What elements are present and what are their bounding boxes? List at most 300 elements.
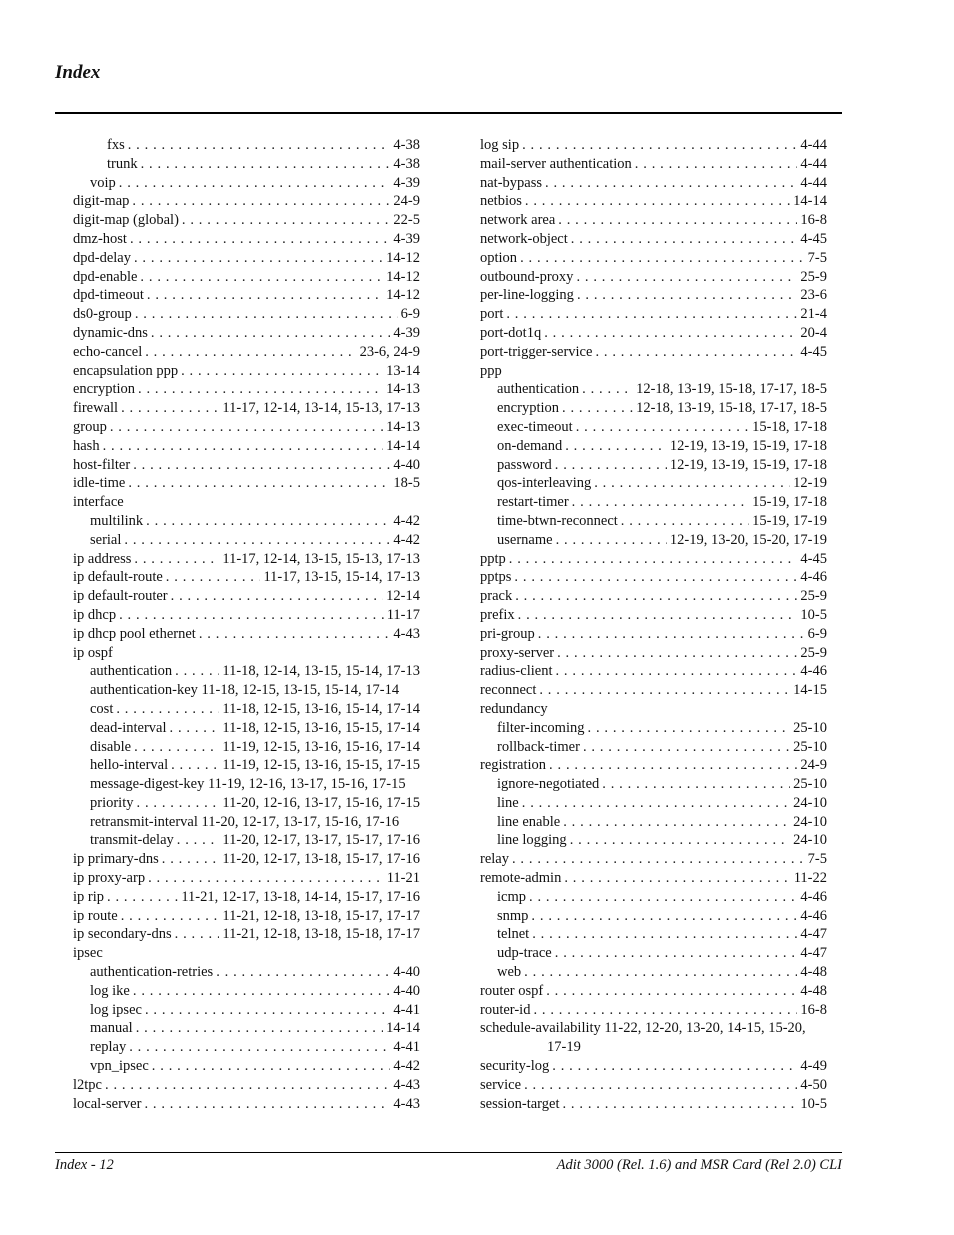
dot-leader [539,681,790,700]
index-term: ip ospf [73,644,113,661]
index-page-refs: 25-10 [793,738,827,755]
dot-leader [145,1001,390,1020]
dot-leader [121,399,219,418]
dot-leader [124,531,390,550]
index-term: ds0-group [73,306,132,323]
dot-leader [175,925,220,944]
index-entry [73,681,420,700]
index-entry [73,606,420,625]
index-page-refs: 4-45 [800,230,827,247]
dot-leader [588,719,791,738]
index-page-refs: 14-14 [386,437,420,454]
dot-leader [557,644,797,663]
index-page-refs: 14-12 [386,249,420,266]
index-term: disable [90,738,132,755]
index-entry [73,831,420,850]
index-term: serial [90,531,122,548]
index-term: hash [73,437,100,454]
dot-leader [570,831,790,850]
index-term: ip default-route [73,569,163,586]
index-entry [480,550,827,569]
index-entry [480,907,827,926]
index-term: radius-client [480,663,553,680]
index-term: ip dhcp [73,606,117,623]
index-entry [480,719,827,738]
index-entry [73,362,420,381]
index-entry [73,1095,420,1114]
index-term: session-target [480,1095,560,1112]
index-term: encapsulation ppp [73,362,179,379]
index-term: ppp [480,362,502,379]
dot-leader [562,1095,797,1114]
index-entry [480,587,827,606]
index-page-refs: 4-39 [393,324,420,341]
dot-leader [514,568,797,587]
dot-leader [103,437,384,456]
index-page-refs: 4-46 [800,663,827,680]
index-term: username [497,531,553,548]
index-page-refs: 14-13 [386,418,420,435]
index-term: hello-interval [90,757,169,774]
index-term: router-id [480,1001,531,1018]
index-page-refs: 23-6 [800,287,827,304]
index-entry [73,474,420,493]
index-term: nat-bypass [480,174,543,191]
index-page-refs: 11-20, 12-17, 13-17, 15-17, 17-16 [222,832,420,849]
index-term: on-demand [497,437,563,454]
dot-leader [146,512,390,531]
index-term: snmp [497,907,529,924]
index-column-left [73,136,420,1113]
dot-leader [544,324,797,343]
index-term: udp-trace [497,945,552,962]
index-page-refs: 4-46 [800,569,827,586]
dot-leader [520,249,805,268]
index-page-refs: 15-18, 17-18 [752,418,827,435]
index-term: authentication-retries [90,964,214,981]
dot-leader [512,850,805,869]
index-page-refs: 12-19, 13-19, 15-19, 17-18 [669,437,827,454]
index-entry [480,362,827,381]
index-page-refs: 20-4 [800,324,827,341]
dot-leader [576,418,749,437]
index-entry [480,775,827,794]
index-term: trunk [107,155,138,172]
index-entry [73,174,420,193]
index-term: ip route [73,907,118,924]
index-page-refs: 12-19, 13-19, 15-19, 17-18 [669,456,827,473]
index-entry [73,662,420,681]
index-page-refs: 7-5 [807,851,827,868]
index-entry [73,343,420,362]
index-entry [73,850,420,869]
dot-leader [141,155,391,174]
index-page-refs: 11-21 [386,870,420,887]
dot-leader [121,907,220,926]
index-entry [480,681,827,700]
page-header-title: Index [55,62,101,83]
index-entry [73,963,420,982]
index-term: ip default-router [73,588,168,605]
index-entry [73,399,420,418]
dot-leader [533,1001,797,1020]
index-page-refs: 4-42 [393,512,420,529]
index-page-refs: 11-19, 12-15, 13-16, 15-16, 17-14 [222,738,420,755]
index-term: icmp [497,888,526,905]
index-term: web [497,964,522,981]
dot-leader [182,211,391,230]
index-page-refs: 4-38 [393,155,420,172]
dot-leader [577,286,797,305]
index-entry [480,343,827,362]
index-entry [73,155,420,174]
dot-leader [525,192,790,211]
index-page-refs: 16-8 [800,1001,827,1018]
index-page-refs: 11-18, 12-15, 13-16, 15-14, 17-14 [222,700,420,717]
dot-leader [509,550,798,569]
dot-leader [524,1076,797,1095]
index-page-refs: 14-12 [386,287,420,304]
index-page-refs: 15-19, 17-19 [752,512,827,529]
index-term: transmit-delay [90,832,174,849]
index-entry [73,1057,420,1076]
index-entry [480,512,827,531]
footer-page-label: Index - 12 [55,1157,114,1173]
index-page-refs: 21-4 [800,306,827,323]
index-term: ip primary-dns [73,851,159,868]
index-page-refs: 14-14 [386,1020,420,1037]
dot-leader [171,756,219,775]
index-term: restart-timer [497,494,569,511]
index-entry [480,192,827,211]
dot-leader [181,362,383,381]
index-page-refs: 4-47 [800,945,827,962]
dot-leader [119,174,391,193]
index-term: redundancy [480,700,548,717]
index-term: ipsec [73,945,103,962]
index-entry [480,982,827,1001]
index-term: dpd-enable [73,268,138,285]
index-page-refs: 14-13 [386,381,420,398]
index-page-refs: 11-17 [386,606,420,623]
index-term: dead-interval [90,719,167,736]
index-entry [480,136,827,155]
dot-leader [152,1057,391,1076]
index-page-refs: 4-46 [800,888,827,905]
index-entry [480,493,827,512]
index-term: ip proxy-arp [73,870,146,887]
index-page-refs: 4-48 [800,964,827,981]
footer-document-title: Adit 3000 (Rel. 1.6) and MSR Card (Rel 2.0) CLI [556,1157,842,1173]
index-entry [480,944,827,963]
dot-leader [555,456,667,475]
dot-leader [133,456,390,475]
index-term: encryption [73,381,136,398]
dot-leader [621,512,749,531]
index-entry [480,700,827,719]
index-term: voip [90,174,116,191]
index-entry [73,268,420,287]
index-term: security-log [480,1058,550,1075]
index-page-refs: 11-17, 12-14, 13-15, 15-13, 17-13 [222,550,420,567]
index-term: line [497,794,519,811]
index-page-refs: 11-22 [793,870,827,887]
index-term: 17-19 [547,1039,581,1056]
index-term: idle-time [73,475,126,492]
index-entry [480,474,827,493]
index-term: pptps [480,569,512,586]
dot-leader [552,1057,797,1076]
index-term: rollback-timer [497,738,580,755]
dot-leader [583,738,790,757]
index-page-refs: 4-43 [393,1095,420,1112]
dot-leader [119,606,384,625]
index-page-refs: 12-18, 13-19, 15-18, 17-17, 18-5 [636,381,827,398]
index-term: cost [90,700,114,717]
index-page-refs: 25-10 [793,776,827,793]
index-page-refs: 4-42 [393,1058,420,1075]
dot-leader [565,437,667,456]
index-term: outbound-proxy [480,268,574,285]
index-entry [73,1076,420,1095]
index-entry [73,493,420,512]
index-entry [73,456,420,475]
index-page-refs: 4-42 [393,531,420,548]
index-page-refs: 4-43 [393,1076,420,1093]
dot-leader [555,662,797,681]
index-entry [480,963,827,982]
index-term: prack [480,588,513,605]
dot-leader [137,794,220,813]
dot-leader [531,907,797,926]
index-entry [73,249,420,268]
index-entry [480,568,827,587]
dot-leader [166,568,261,587]
index-entry [480,418,827,437]
index-entry [73,719,420,738]
dot-leader [133,982,391,1001]
index-term: group [73,418,107,435]
index-term: message-digest-key 11-19, 12-16, 13-17, 15-16, 17-15 [90,776,406,793]
index-column-right [480,136,827,1113]
index-entry [73,625,420,644]
index-page-refs: 4-40 [393,982,420,999]
index-term: mail-server authentication [480,155,632,172]
index-entry [480,1057,827,1076]
dot-leader [147,286,383,305]
index-page-refs: 4-41 [393,1039,420,1056]
index-term: ip address [73,550,132,567]
index-entry [73,211,420,230]
index-term: priority [90,794,134,811]
index-entry [480,437,827,456]
dot-leader [130,230,390,249]
index-page-refs: 4-43 [393,625,420,642]
index-term: remote-admin [480,870,562,887]
index-page-refs: 11-18, 12-15, 13-16, 15-15, 17-14 [222,719,420,736]
index-term: dpd-timeout [73,287,144,304]
index-term: router ospf [480,982,544,999]
dot-leader [518,606,798,625]
index-term: per-line-logging [480,287,574,304]
index-entry [480,155,827,174]
dot-leader [545,174,797,193]
index-page-refs: 12-19, 13-20, 15-20, 17-19 [669,531,827,548]
dot-leader [564,869,790,888]
index-entry [480,1001,827,1020]
dot-leader [134,738,219,757]
index-page-refs: 10-5 [800,1095,827,1112]
index-entry [480,831,827,850]
index-page-refs: 4-44 [800,137,827,153]
index-entry [480,249,827,268]
index-term: ip secondary-dns [73,926,172,943]
index-term: time-btwn-reconnect [497,512,618,529]
index-entry [480,531,827,550]
index-term: manual [90,1020,133,1037]
index-page-refs: 7-5 [807,249,827,266]
index-entry [73,794,420,813]
dot-leader [170,719,220,738]
index-entry [73,944,420,963]
index-page-refs: 15-19, 17-18 [752,494,827,511]
index-term: authentication [90,663,173,680]
index-term: host-filter [73,456,131,473]
index-term: dpd-delay [73,249,131,266]
index-entry [73,869,420,888]
index-page-refs: 25-9 [800,268,827,285]
dot-leader [144,1095,390,1114]
index-term: log ipsec [90,1001,142,1018]
index-term: line logging [497,832,567,849]
dot-leader [145,343,356,362]
index-entry [73,380,420,399]
dot-leader [546,982,797,1001]
dot-leader [532,925,797,944]
index-entry [480,794,827,813]
index-page-refs: 4-40 [393,964,420,981]
index-entry [73,305,420,324]
index-page-refs: 11-21, 12-18, 13-18, 15-18, 17-17 [222,926,420,943]
index-entry [73,1019,420,1038]
index-page-refs: 18-5 [393,475,420,492]
index-entry [73,324,420,343]
index-term: fxs [107,137,125,153]
index-entry [73,700,420,719]
index-page-refs: 12-14 [386,588,420,605]
dot-leader [105,1076,390,1095]
index-term: digit-map (global) [73,212,179,229]
index-term: prefix [480,606,515,623]
index-term: port-trigger-service [480,343,593,360]
index-entry [73,1001,420,1020]
index-page-refs: 11-17, 12-14, 13-14, 15-13, 17-13 [222,400,420,417]
index-entry [73,418,420,437]
index-entry [480,1038,827,1057]
dot-leader [116,700,219,719]
index-entry [480,925,827,944]
index-term: service [480,1076,522,1093]
index-entry [73,531,420,550]
index-entry [480,869,827,888]
index-term: l2tpc [73,1076,102,1093]
index-entry [73,982,420,1001]
dot-leader [216,963,390,982]
index-page-refs: 6-9 [807,625,827,642]
dot-leader [135,305,398,324]
index-entry [480,380,827,399]
index-term: pptp [480,550,506,567]
index-entry [73,925,420,944]
index-page-refs: 14-12 [386,268,420,285]
index-term: dynamic-dns [73,324,148,341]
index-entry [480,174,827,193]
index-page-refs: 4-40 [393,456,420,473]
index-page-refs: 11-20, 12-17, 13-18, 15-17, 17-16 [222,851,420,868]
index-page-refs: 11-21, 12-18, 13-18, 15-17, 17-17 [222,907,420,924]
index-entry [73,775,420,794]
index-entry [73,437,420,456]
index-page-refs: 4-38 [393,137,420,153]
index-page-refs: 4-49 [800,1058,827,1075]
index-entry [73,813,420,832]
index-entry [480,286,827,305]
index-page-refs: 25-9 [800,644,827,661]
index-page-refs: 10-5 [800,606,827,623]
dot-leader [571,230,798,249]
index-page-refs: 24-9 [393,193,420,210]
index-entry [73,568,420,587]
dot-leader [515,587,797,606]
index-term: netbios [480,193,522,210]
dot-leader [538,625,805,644]
index-term: filter-incoming [497,719,585,736]
index-term: authentication [497,381,580,398]
index-term: ignore-negotiated [497,776,600,793]
index-page-refs: 16-8 [800,212,827,229]
dot-leader [110,418,383,437]
index-page-refs: 4-44 [800,174,827,191]
dot-leader [140,268,383,287]
index-page-refs: 4-39 [393,230,420,247]
index-term: interface [73,494,124,511]
index-term: authentication-key 11-18, 12-15, 13-15, 15-14, 17-14 [90,682,400,699]
index-page-refs: 24-10 [793,832,827,849]
dot-leader [162,850,220,869]
index-entry [480,813,827,832]
index-page-refs: 4-39 [393,174,420,191]
index-term: ip dhcp pool ethernet [73,625,196,642]
index-entry [73,1038,420,1057]
index-entry [480,756,827,775]
index-entry [480,268,827,287]
dot-leader [171,587,384,606]
index-entry [480,399,827,418]
index-entry [73,286,420,305]
index-entry [480,324,827,343]
dot-leader [134,249,383,268]
index-entry [73,587,420,606]
index-entry [73,230,420,249]
index-entry [73,756,420,775]
index-term: port [480,306,504,323]
index-entry [480,738,827,757]
index-page-refs: 11-21, 12-17, 13-18, 14-14, 15-17, 17-16 [181,888,420,905]
dot-leader [524,963,797,982]
index-term: ip rip [73,888,105,905]
index-term: dmz-host [73,230,127,247]
index-term: telnet [497,926,530,943]
